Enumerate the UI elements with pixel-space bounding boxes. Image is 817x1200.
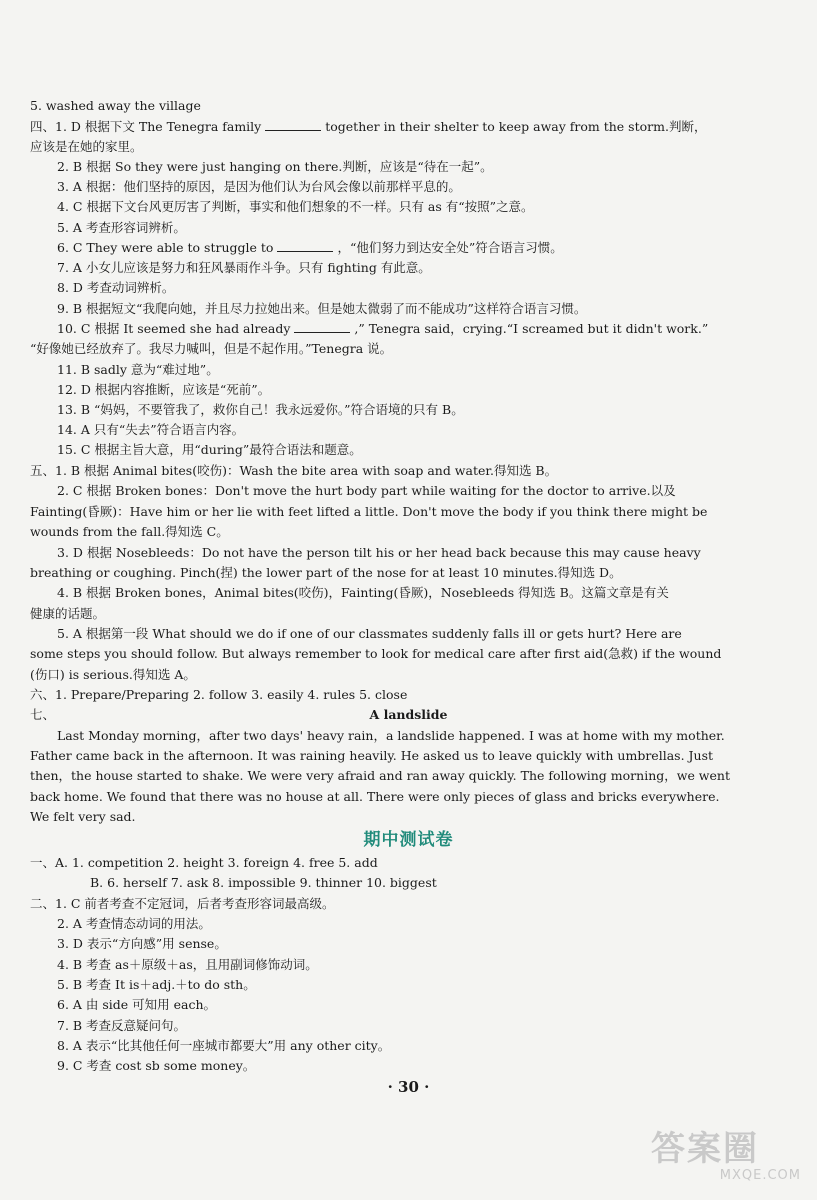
answer-line: 9. B 根据短文“我爬向她，并且尽力拉她出来。但是她太微弱了而不能成功”这样符合语言习惯。 [57,301,587,316]
answer-line: 12. D 根据内容推断，应该是“死前”。 [57,382,271,397]
answer-line: some steps you should follow. But always remember to look for medical care after first aid(急救) if the wound [30,646,722,661]
answer-line: 一、A. 1. competition 2. height 3. foreign 4. free 5. add [30,855,378,870]
answer-line: 5. washed away the village [30,98,201,113]
answer-line: 应该是在她的家里。 [30,139,143,154]
answer-line: Fainting(昏厥)：Have him or her lie with feet lifted a little. Don't move the body if you think there might be [30,504,708,519]
answer-line: 8. A 表示“比其他任何一座城市都要大”用 any other city。 [57,1038,391,1053]
watermark-url: MXQE.COM [719,1168,801,1183]
answer-line: 15. C 根据主旨大意，用“during”最符合语法和题意。 [57,442,362,457]
answer-line: 7. A 小女儿应该是努力和狂风暴雨作斗争。只有 fighting 有此意。 [57,260,431,275]
answer-line: wounds from the fall.得知选 C。 [30,524,229,539]
answer-line: 5. A 考查形容词辨析。 [57,220,186,235]
answer-line: breathing or coughing. Pinch(捏) the lower part of the nose for at least 10 minutes.得知选 D。 [30,565,622,580]
answer-line: 11. B sadly 意为“难过地”。 [57,362,219,377]
answer-line: 13. B “妈妈，不要管我了，救你自己！我永远爱你。”符合语境的只有 B。 [57,402,464,417]
answer-line: 5. A 根据第一段 What should we do if one of our classmates suddenly falls ill or gets hurt? Here are [57,626,682,641]
answer-line [30,119,706,135]
answer-line: 2. C 根据 Broken bones：Don't move the hurt body part while waiting for the doctor to arrive.以及 [57,483,676,498]
answer-line: 2. B 根据 So they were just hanging on there.判断，应该是“待在一起”。 [57,159,493,174]
line-text-before-blank: 6. C They were able to struggle to [57,240,274,255]
fill-in-blank [294,322,350,333]
line-text-before-blank: 四、1. D 根据下文 The Tenegra family [30,119,262,134]
answer-line: “好像她已经放弃了。我尽力喊叫，但是不起作用。”Tenegra 说。 [30,341,393,356]
answer-line: 5. B 考查 It is＋adj.＋to do sth。 [57,977,256,992]
watermark-logo [651,1130,801,1190]
answer-line: 4. C 根据下文台风更厉害了判断，事实和他们想象的不一样。只有 as 有“按照”之意。 [57,199,534,214]
answer-line: 二、1. C 前者考查不定冠词，后者考查形容词最高级。 [30,896,335,911]
answer-line: 8. D 考查动词辨析。 [57,280,175,295]
answer-line [57,240,563,256]
answer-line: 9. C 考查 cost sb some money。 [57,1058,256,1073]
answer-line: 14. A 只有“失去”符合语言内容。 [57,422,245,437]
answer-line: 健康的话题。 [30,606,106,621]
answer-line: 2. A 考查情态动词的用法。 [57,916,211,931]
answer-line: back home. We found that there was no house at all. There were only pieces of glass and bricks everywhere. [30,789,720,804]
answer-line: We felt very sad. [30,809,136,824]
answer-line: 6. A 由 side 可知用 each。 [57,997,217,1012]
section-title: 期中测试卷 [363,830,454,850]
answer-line: Father came back in the afternoon. It was raining heavily. He asked us to leave quickly with umbrellas. Just [30,748,714,763]
answer-line: then，the house started to shake. We were very afraid and ran away quickly. The following morning，we went [30,768,730,783]
answer-line: 3. D 根据 Nosebleeds：Do not have the person tilt his or her head back because this may cause heavy [57,545,701,560]
answer-line: 4. B 考查 as＋原级＋as，且用副词修饰动词。 [57,957,318,972]
answer-line: 七、 [30,707,56,722]
answer-line: (伤口) is serious.得知选 A。 [30,667,196,682]
answer-line: 六、1. Prepare/Preparing 2. follow 3. easily 4. rules 5. close [30,687,408,702]
answer-line: 7. B 考查反意疑问句。 [57,1018,187,1033]
fill-in-blank [277,241,333,252]
line-text-after-blank: ,” Tenegra said，crying.“I screamed but it didn't work.” [354,321,709,336]
line-text-after-blank: together in their shelter to keep away from the storm.判断， [325,119,707,134]
page-number: · 30 · [387,1078,430,1096]
answer-line: Last Monday morning，after two days' heavy rain，a landslide happened. I was at home with my mother. [57,728,725,743]
answer-line: 3. A 根据：他们坚持的原因，是因为他们认为台风会像以前那样平息的。 [57,179,461,194]
essay-title: A landslide [369,707,448,722]
answer-line: 五、1. B 根据 Animal bites(咬伤)：Wash the bite area with soap and water.得知选 B。 [30,463,558,478]
answer-line: B. 6. herself 7. ask 8. impossible 9. thinner 10. biggest [90,875,437,890]
fill-in-blank [265,120,321,131]
answer-line [57,321,708,337]
answer-line: 3. D 表示“方向感”用 sense。 [57,936,227,951]
line-text-after-blank: ，“他们努力到达安全处”符合语言习惯。 [337,240,563,255]
line-text-before-blank: 10. C 根据 It seemed she had already [57,321,291,336]
watermark-mark: 答案圈 [651,1129,759,1169]
answer-line: 4. B 根据 Broken bones，Animal bites(咬伤)，Fainting(昏厥)，Nosebleeds 得知选 B。这篇文章是有关 [57,585,669,600]
